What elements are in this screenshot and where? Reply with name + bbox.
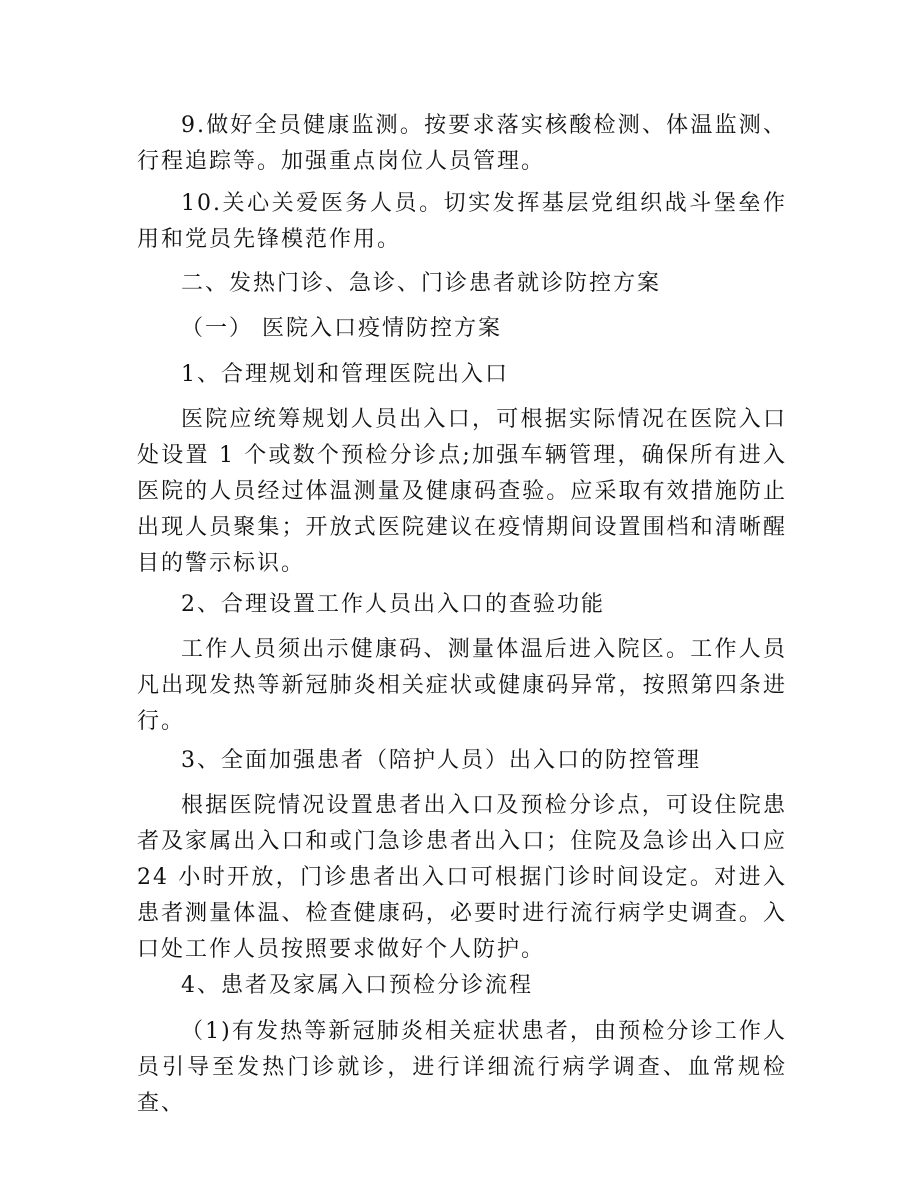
paragraph-staff-entrance: 工作人员须出示健康码、测量体温后进入院区。工作人员凡出现发热等新冠肺炎相关症状或健康码异常，按照第四条进行。 [137,637,787,734]
paragraph-care-medical-staff: 10.关心关爱医务人员。切实发挥基层党组织战斗堡垒作用和党员先锋模范作用。 [137,191,787,252]
item-heading-4: 4、患者及家属入口预检分诊流程 [181,973,533,998]
subsection-heading-1: （一） 医院入口疫情防控方案 [181,316,502,341]
paragraph-health-monitoring: 9.做好全员健康监测。按要求落实核酸检测、体温监测、行程追踪等。加强重点岗位人员管理。 [137,113,787,174]
item-heading-2: 2、合理设置工作人员出入口的查验功能 [181,592,605,617]
paragraph-patient-entrance: 根据医院情况设置患者出入口及预检分诊点，可设住院患者及家属出入口和或门急诊患者出入口；住院及急诊出入口应24 小时开放，门诊患者出入口可根据门诊时间设定。对进入患者测量体温、检查健康码，必要时进行流行病学史调查。入口处工作人员按照要求做好个人防护。 [137,793,787,962]
item-heading-3: 3、全面加强患者（陪护人员）出入口的防控管理 [181,748,701,773]
section-heading-2: 二、发热门诊、急诊、门诊患者就诊防控方案 [181,271,662,296]
paragraph-entrance-planning: 医院应统筹规划人员出入口，可根据实际情况在医院入口处设置 1 个或数个预检分诊点;加强车辆管理，确保所有进入医院的人员经过体温测量及健康码查验。应采取有效措施防止出现人员聚集；开放式医院建议在疫情期间设置围档和清晰醒目的警示标识。 [137,407,787,576]
paragraph-triage-process: （1)有发热等新冠肺炎相关症状患者，由预检分诊工作人员引导至发热门诊就诊，进行详细流行病学调查、血常规检查、 [137,1019,787,1116]
item-heading-1: 1、合理规划和管理医院出入口 [181,362,509,387]
